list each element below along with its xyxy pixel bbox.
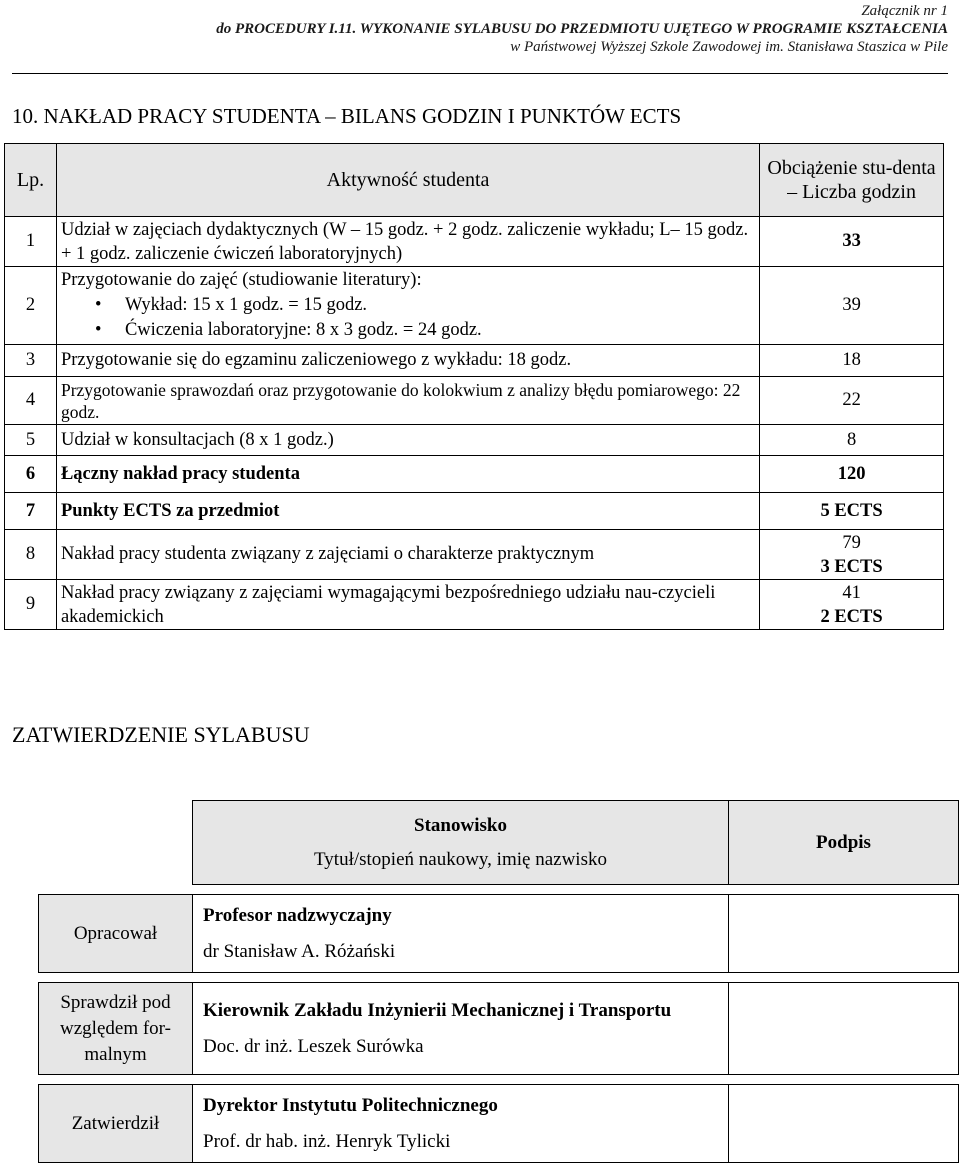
table-row [5, 217, 944, 267]
approval-position: Kierownik Zakładu Inżynierii Mechanicznej i Transportu [203, 999, 672, 1021]
row-activity: Udział w konsultacjach (8 x 1 godz.) [56, 425, 759, 456]
table-row-ects [5, 493, 944, 530]
signature-cell [729, 983, 959, 1075]
approval-name: dr Stanisław A. Różański [203, 940, 396, 962]
spacer-row [39, 973, 959, 983]
approval-name: Prof. dr hab. inż. Henryk Tylicki [203, 1130, 451, 1152]
row-ects: 3 ECTS [820, 556, 883, 577]
workload-table [4, 143, 944, 630]
table-row [5, 267, 944, 345]
row-activity: Łączny nakład pracy studenta [56, 456, 759, 493]
row-value: 39 [760, 267, 944, 345]
row-value: 33 [760, 217, 944, 267]
approval-row [39, 1085, 959, 1163]
signature-cell [729, 1085, 959, 1163]
header-procedure: do PROCEDURY I.11. WYKONANIE SYLABUSU DO PRZEDMIOTU UJĘTEGO W PROGRAMIE KSZTAŁCENIA [216, 21, 948, 37]
row-activity: Punkty ECTS za przedmiot [56, 493, 759, 530]
header-attachment: Załącznik nr 1 [861, 3, 948, 19]
spacer-row [39, 885, 959, 895]
row-lp: 2 [5, 267, 57, 345]
table-row-total [5, 456, 944, 493]
row-value: 5 ECTS [760, 493, 944, 530]
row-ects: 2 ECTS [820, 606, 883, 627]
header-position [193, 801, 729, 885]
table-row [5, 425, 944, 456]
row-lp: 1 [5, 217, 57, 267]
row-lp: 8 [5, 530, 57, 580]
approval-header-row [39, 801, 959, 885]
approval-position: Profesor nadzwyczajny [203, 904, 392, 926]
row-value [760, 530, 944, 580]
approval-table [38, 800, 959, 1163]
approval-role: Opracował [39, 895, 193, 973]
spacer-cell [39, 973, 959, 983]
row-value: 22 [760, 377, 944, 425]
bullet-item: • Wykład: 15 x 1 godz. = 15 godz. [125, 293, 755, 318]
approval-row [39, 983, 959, 1075]
header-position-title: Stanowisko [414, 814, 507, 836]
row-lp: 3 [5, 345, 57, 377]
approval-person [193, 895, 729, 973]
table-row [5, 345, 944, 377]
row-activity: Przygotowanie się do egzaminu zaliczeniowego z wykładu: 18 godz. [56, 345, 759, 377]
header-signature: Podpis [729, 801, 959, 885]
row-lp: 5 [5, 425, 57, 456]
header-load: Obciążenie stu-denta – Liczba godzin [760, 144, 944, 217]
row-value [760, 580, 944, 630]
row-activity-intro: Przygotowanie do zajęć (studiowanie literatury): [60, 270, 422, 290]
section-title: 10. NAKŁAD PRACY STUDENTA – BILANS GODZIN I PUNKTÓW ECTS [12, 104, 682, 128]
header-rule [12, 73, 948, 74]
header-position-sub: Tytuł/stopień naukowy, imię nazwisko [314, 848, 607, 870]
spacer-row [39, 1075, 959, 1085]
row-lp: 6 [5, 456, 57, 493]
row-activity: Nakład pracy studenta związany z zajęciami o charakterze praktycznym [56, 530, 759, 580]
signature-cell [729, 895, 959, 973]
row-value: 8 [760, 425, 944, 456]
header-institution: w Państwowej Wyższej Szkole Zawodowej im. Stanisława Staszica w Pile [510, 39, 948, 55]
approval-position: Dyrektor Instytutu Politechnicznego [203, 1094, 498, 1116]
row-activity: Udział w zajęciach dydaktycznych (W – 15 godz. + 2 godz. zaliczenie wykładu; L– 15 godz. + 1 godz. zaliczenie ćwiczeń laboratoryjnych) [56, 217, 759, 267]
spacer-cell [39, 1075, 959, 1085]
row-value: 18 [760, 345, 944, 377]
approval-row [39, 895, 959, 973]
header-lp: Lp. [5, 144, 57, 217]
row-hours: 41 [842, 582, 861, 603]
row-activity: Nakład pracy związany z zajęciami wymagającymi bezpośredniego udziału nau-czycieli akademickich [56, 580, 759, 630]
row-hours: 79 [842, 532, 861, 553]
table-header-row [5, 144, 944, 217]
row-value: 120 [760, 456, 944, 493]
approval-person [193, 1085, 729, 1163]
approval-role: Zatwierdził [39, 1085, 193, 1163]
document-header [216, 2, 948, 56]
bullet-item: • Ćwiczenia laboratoryjne: 8 x 3 godz. = 24 godz. [125, 318, 755, 343]
spacer-cell [39, 885, 959, 895]
approval-person [193, 983, 729, 1075]
header-activity: Aktywność studenta [56, 144, 759, 217]
row-activity [56, 267, 759, 345]
bullet-list [61, 293, 755, 343]
approval-title: ZATWIERDZENIE SYLABUSU [12, 722, 310, 747]
approval-name: Doc. dr inż. Leszek Surówka [203, 1035, 424, 1057]
table-row [5, 377, 944, 425]
approval-role: Sprawdził pod względem for-malnym [39, 983, 193, 1075]
row-lp: 7 [5, 493, 57, 530]
row-activity: Przygotowanie sprawozdań oraz przygotowanie do kolokwium z analizy błędu pomiarowego: 22 godz. [56, 377, 759, 425]
table-row [5, 530, 944, 580]
table-row [5, 580, 944, 630]
row-lp: 9 [5, 580, 57, 630]
empty-corner [39, 801, 193, 885]
row-lp: 4 [5, 377, 57, 425]
